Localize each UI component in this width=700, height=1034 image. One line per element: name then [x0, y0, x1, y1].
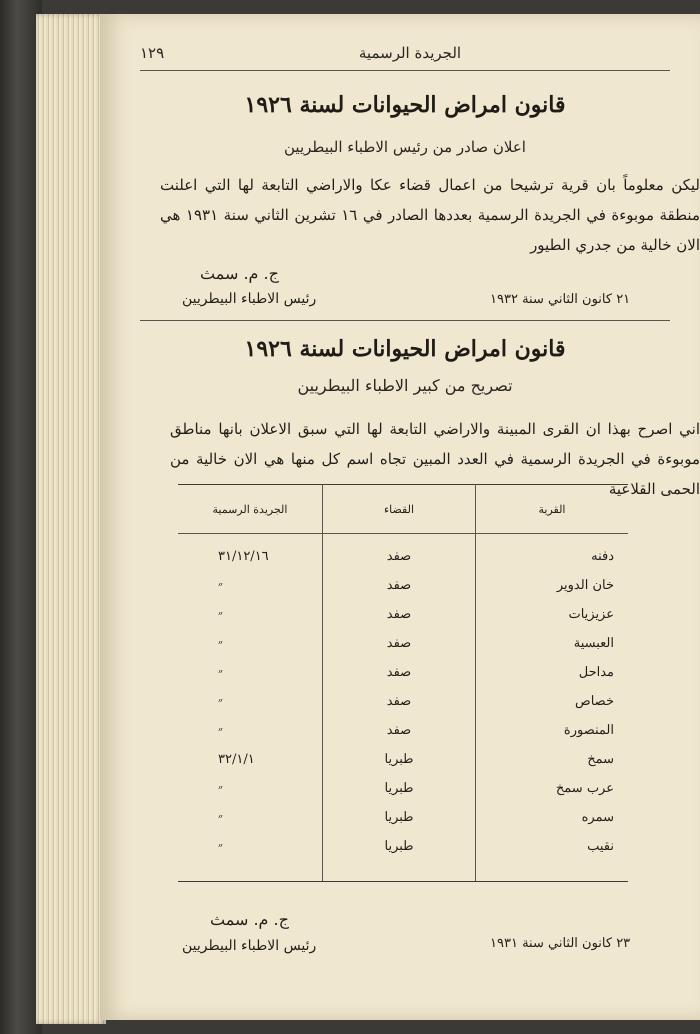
district-cell: صفد: [323, 629, 476, 658]
gazette-cell: ״: [218, 665, 223, 681]
district-cell: طبريا: [323, 745, 476, 774]
district-cell: طبريا: [323, 774, 476, 803]
district-cell: طبريا: [323, 832, 476, 861]
notice2-subtitle: تصريح من كبير الاطباء البيطريين: [297, 376, 513, 395]
district-cell: صفد: [323, 600, 476, 629]
gazette-cell: ״: [218, 607, 223, 623]
gazette-cell: ״: [218, 578, 223, 594]
district-cell: صفد: [323, 534, 476, 572]
district-cell: صفد: [323, 716, 476, 745]
notice2-signatory-name: ج. م. سمث: [210, 910, 289, 929]
page: [100, 14, 700, 1020]
table-row: [178, 629, 628, 658]
table-row: [178, 571, 628, 600]
running-header: الجريدة الرسمية: [358, 44, 462, 62]
notice2-signatory-role: رئيس الاطباء البيطريين: [182, 938, 317, 954]
village-cell: سمخ: [476, 745, 629, 774]
table-row: [178, 803, 628, 832]
notice1-signatory-name: ج. م. سمث: [200, 264, 279, 283]
village-cell: خصاص: [476, 687, 629, 716]
col-header-village: القرية: [476, 485, 629, 534]
villages-table: [178, 484, 628, 882]
table-row: [178, 658, 628, 687]
village-cell: عزيزيات: [476, 600, 629, 629]
village-cell: العبسية: [476, 629, 629, 658]
section-rule: [140, 320, 670, 321]
district-cell: صفد: [323, 571, 476, 600]
table-row: [178, 774, 628, 803]
notice2-body: اني اصرح بهذا ان القرى المبينة والاراضي التابعة لها التي سبق الاعلان بانها مناطق موبوءة في الجريدة الرسمية في العدد المبين تجاه اسم كل منها هي الان خالية من الحمى القلاعية: [170, 420, 700, 498]
table-row: [178, 600, 628, 629]
col-header-district: القضاء: [323, 485, 476, 534]
table-row: [178, 687, 628, 716]
gazette-cell: ٣١/١٢/١٦: [218, 549, 269, 564]
notice1-body: ليكن معلوماً بان قرية ترشيحا من اعمال قضاء عكا والاراضي التابعة لها التي اعلنت منطقة موبوءة في الجريدة الرسمية بعددها الصادر في ١٦ تشرين الثاني سنة ١٩٣١ هي الان خالية من جدري الطيور: [160, 176, 700, 254]
gazette-cell: ٣٢/١/١: [218, 752, 255, 767]
notice1-date: ٢١ كانون الثاني سنة ١٩٣٢: [490, 292, 631, 307]
gazette-cell: ״: [218, 694, 223, 710]
table-row: [178, 832, 628, 861]
header-rule: [140, 70, 670, 71]
notice2-title: قانون امراض الحيوانات لسنة ١٩٢٦: [244, 336, 566, 362]
village-cell: عرب سمخ: [476, 774, 629, 803]
village-cell: نقيب: [476, 832, 629, 861]
village-cell: المنصورة: [476, 716, 629, 745]
gazette-cell: ״: [218, 839, 223, 855]
village-cell: خان الدوير: [476, 571, 629, 600]
table-row: [178, 716, 628, 745]
gazette-cell: ״: [218, 723, 223, 739]
district-cell: صفد: [323, 658, 476, 687]
gazette-cell: ״: [218, 781, 223, 797]
notice1-signatory-role: رئيس الاطباء البيطريين: [182, 291, 317, 307]
village-cell: مداحل: [476, 658, 629, 687]
village-cell: سمره: [476, 803, 629, 832]
gazette-cell: ״: [218, 636, 223, 652]
gazette-cell: ״: [218, 810, 223, 826]
notice1-title: قانون امراض الحيوانات لسنة ١٩٢٦: [244, 92, 566, 118]
district-cell: صفد: [323, 687, 476, 716]
notice2-date: ٢٣ كانون الثاني سنة ١٩٣١: [490, 936, 631, 951]
col-header-gazette: الجريدة الرسمية: [178, 485, 323, 534]
table-row: [178, 745, 628, 774]
page-edges: [36, 14, 106, 1024]
district-cell: طبريا: [323, 803, 476, 832]
page-number: ١٢٩: [140, 44, 165, 62]
village-cell: دفنه: [476, 534, 629, 572]
table-row: [178, 534, 628, 572]
notice1-subtitle: اعلان صادر من رئيس الاطباء البيطريين: [284, 138, 526, 156]
